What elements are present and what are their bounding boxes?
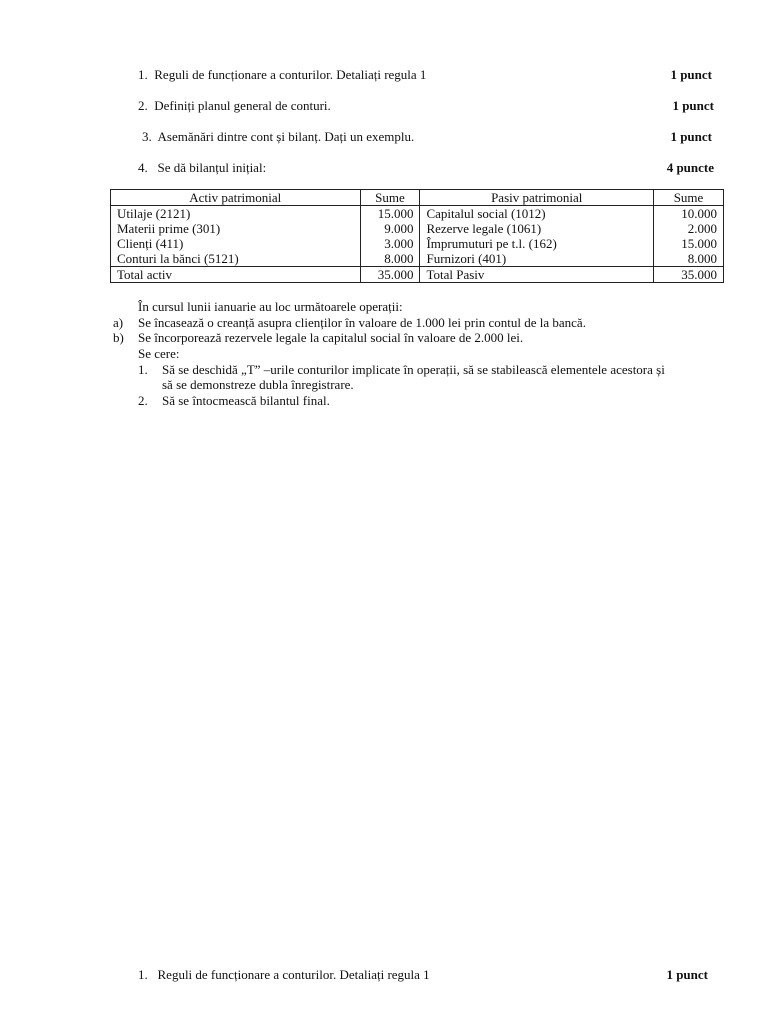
pasiv-item: Rezerve legale (1061) (420, 221, 654, 236)
pasiv-amount: 2.000 (654, 221, 724, 236)
table-row (111, 221, 724, 236)
operation-marker: a) (113, 315, 124, 330)
pasiv-item: Capitalul social (1012) (420, 206, 654, 222)
pasiv-amount: 8.000 (654, 251, 724, 267)
table-total-row (111, 267, 724, 283)
request-marker: 1. (138, 362, 148, 377)
question-text: Reguli de funcționare a conturilor. Detaliați regula 1 (154, 67, 427, 82)
activ-item: Clienți (411) (111, 236, 361, 251)
table-header-row (111, 190, 724, 206)
request-marker: 2. (138, 393, 148, 408)
activ-item: Materii prime (301) (111, 221, 361, 236)
question-text: Se dă bilanțul inițial: (157, 160, 267, 175)
operation-a (113, 315, 586, 331)
request-2 (138, 393, 330, 409)
question-number: 3. (142, 129, 152, 144)
operation-b (113, 330, 523, 346)
question-number: 1. (138, 967, 148, 982)
activ-item: Utilaje (2121) (111, 206, 361, 222)
request-text: Să se deschidă „T” –urile conturilor implicate în operații, să se stabilească elementele acestora și (162, 362, 665, 377)
request-label: Se cere: (138, 346, 180, 361)
pasiv-amount: 15.000 (654, 236, 724, 251)
question-number: 1. (138, 67, 148, 82)
question-2 (138, 98, 331, 114)
activ-amount: 9.000 (360, 221, 420, 236)
total-activ-label: Total activ (111, 267, 361, 283)
operation-marker: b) (113, 330, 124, 345)
question-3 (142, 129, 414, 145)
operations-intro: În cursul lunii ianuarie au loc următoarele operații: (138, 299, 403, 314)
question-points: 4 puncte (666, 160, 714, 175)
table-row (111, 206, 724, 222)
question-text: Reguli de funcționare a conturilor. Detaliați regula 1 (157, 967, 430, 982)
table-row (111, 251, 724, 267)
header-activ: Activ patrimonial (111, 190, 361, 206)
operation-text: Se încorporează rezervele legale la capitalul social în valoare de 2.000 lei. (138, 330, 524, 345)
footer-question (138, 967, 430, 983)
pasiv-amount: 10.000 (654, 206, 724, 222)
question-number: 4. (138, 160, 148, 175)
request-1 (138, 362, 665, 378)
initial-balance-table (110, 189, 724, 283)
total-activ-amount: 35.000 (360, 267, 420, 283)
activ-amount: 3.000 (360, 236, 420, 251)
activ-amount: 8.000 (360, 251, 420, 267)
request-text: Să se întocmească bilantul final. (162, 393, 330, 408)
question-text: Asemănări dintre cont și bilanț. Dați un exemplu. (157, 129, 415, 144)
request-1-continuation: să se demonstreze dubla înregistrare. (162, 377, 354, 392)
activ-item: Conturi la bănci (5121) (111, 251, 361, 267)
question-1 (138, 67, 426, 83)
question-points: 1 punct (670, 129, 712, 144)
pasiv-item: Furnizori (401) (420, 251, 654, 267)
question-number: 2. (138, 98, 148, 113)
total-pasiv-amount: 35.000 (654, 267, 724, 283)
header-sume-activ: Sume (360, 190, 420, 206)
question-points: 1 punct (670, 67, 712, 82)
header-pasiv: Pasiv patrimonial (420, 190, 654, 206)
activ-amount: 15.000 (360, 206, 420, 222)
header-sume-pasiv: Sume (654, 190, 724, 206)
operation-text: Se încasează o creanță asupra clienților în valoare de 1.000 lei prin contul de la bancă. (138, 315, 586, 330)
total-pasiv-label: Total Pasiv (420, 267, 654, 283)
pasiv-item: Împrumuturi pe t.l. (162) (420, 236, 654, 251)
table-row (111, 236, 724, 251)
question-text: Definiți planul general de conturi. (154, 98, 331, 113)
question-4 (138, 160, 266, 176)
footer-question-points: 1 punct (666, 967, 708, 982)
question-points: 1 punct (672, 98, 714, 113)
